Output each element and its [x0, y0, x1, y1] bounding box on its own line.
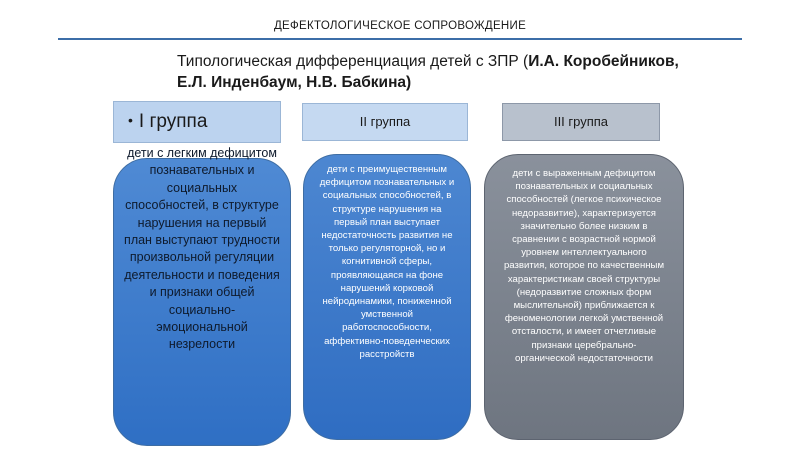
group-3-description-shape: [484, 154, 684, 440]
group-1-label-wrap: [128, 111, 207, 133]
group-3-header: [502, 103, 660, 141]
group-1-label: I группа: [138, 111, 208, 132]
header-divider: [58, 38, 742, 40]
title-authors: И.А. Коробейников, Е.Л. Инденбаум, Н.В. Бабкина): [177, 53, 679, 91]
group-1-description-shape: [113, 146, 291, 446]
group-3-description: дети с выраженным дефицитом познавательных и социальных способностей (легкое психическое недоразвитие), характеризуется значительно более низким в сравнении с возрастной нормой уровнем интеллектуального развития, которое по качественным характеристикам своей структуры (недоразвитие сложных форм мыслительной) приближается к феноменологии легкой умственной отсталости, и имеет отчетливые признаки церебрально-органической недостаточности: [503, 168, 665, 364]
group-2-header: [302, 103, 468, 141]
bullet-icon: •: [128, 112, 133, 128]
group-1-description: дети с легким дефицитом познавательных и социальных способностей, в структуре нарушения на первый план выступают трудности произвольной регуляции деятельности и поведения и признаки общей социально-эмоциональной незрелости: [124, 146, 280, 352]
group-2-description-shape: [303, 154, 471, 440]
group-3-label: III группа: [553, 114, 609, 129]
group-2-label: II группа: [359, 114, 411, 129]
group-2-description: дети с преимущественным дефицитом познавательных и социальных способностей, в структуре нарушения на первый план выступает недостаточность развития не только регуляторной, но и когнитивной сферы, проявляющаяся на фоне нарушений корковой нейродинамики, пониженной умственной работоспособности, аффективно-поведенческих расстройств: [319, 164, 455, 360]
group-1-header: [113, 101, 281, 143]
title-prefix: Типологическая дифференциация детей с ЗПР (: [177, 53, 529, 70]
page-title: [177, 51, 697, 93]
header-title: ДЕФЕКТОЛОГИЧЕСКОЕ СОПРОВОЖДЕНИЕ: [273, 20, 527, 32]
